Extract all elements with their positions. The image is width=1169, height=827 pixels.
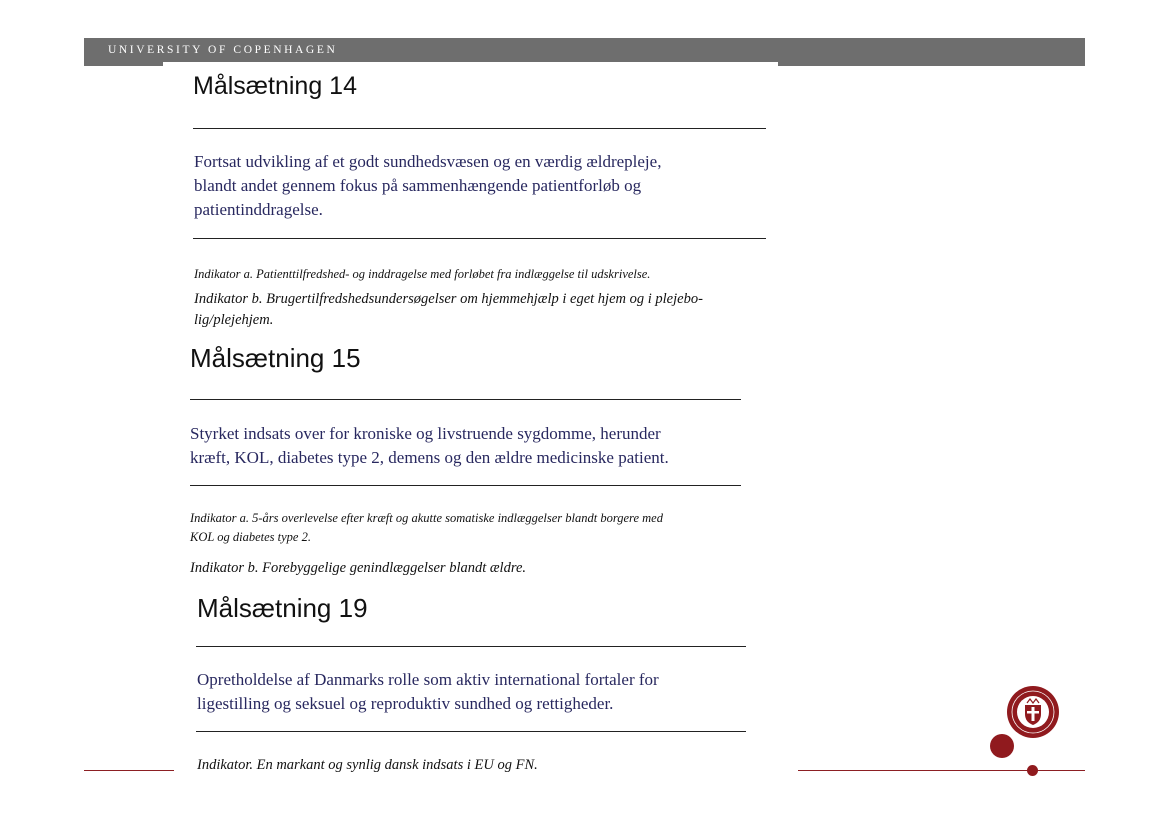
indicator-line: Indikator. En markant og synlig dansk indsats i EU og FN.	[197, 757, 538, 773]
goal-text-line: Opretholdelse af Danmarks rolle som aktiv international fortaler for	[197, 670, 659, 689]
goal-text-line: Fortsat udvikling af et godt sundhedsvæsen og en værdig ældrepleje,	[194, 152, 662, 171]
university-name: UNIVERSITY OF COPENHAGEN	[108, 44, 338, 56]
goal-text-line: ligestilling og seksuel og reproduktiv sundhed og rettigheder.	[197, 694, 614, 713]
footer-line-left	[84, 770, 174, 771]
indicator-line: Indikator a. Patienttilfredshed- og inddragelse med forløbet fra indlæggelse til udskrivelse.	[194, 267, 651, 281]
goal-text-line: kræft, KOL, diabetes type 2, demens og den ældre medicinske patient.	[190, 448, 669, 467]
goal-text-line: patientinddragelse.	[194, 200, 323, 219]
indicator-line: Indikator a. 5-års overlevelse efter kræft og akutte somatiske indlæggelser blandt borgere med	[190, 511, 663, 525]
indicator-line: Indikator b. Forebyggelige genindlæggelser blandt ældre.	[190, 560, 526, 576]
goal-text-line: blandt andet gennem fokus på sammenhængende patientforløb og	[194, 176, 642, 195]
divider	[196, 731, 746, 732]
goal-text-line: Styrket indsats over for kroniske og livstruende sygdomme, herunder	[190, 424, 661, 443]
divider	[196, 646, 746, 647]
goal-title: Målsætning 14	[193, 72, 357, 100]
goal-title: Målsætning 19	[197, 593, 368, 623]
footer-line-right	[798, 770, 1085, 771]
divider	[193, 128, 766, 129]
indicator-line: Indikator b. Brugertilfredshedsundersøgelser om hjemmehjælp i eget hjem og i plejebo-	[194, 291, 703, 307]
university-seal-icon	[1006, 685, 1060, 739]
indicator-line: KOL og diabetes type 2.	[190, 530, 311, 544]
slide-top-strip	[163, 62, 778, 66]
small-dot-icon	[1027, 765, 1038, 776]
divider	[190, 485, 741, 486]
indicator-line: lig/plejehjem.	[194, 312, 274, 328]
goal-title: Målsætning 15	[190, 343, 361, 373]
divider	[193, 238, 766, 239]
divider	[190, 399, 741, 400]
header-bar	[84, 38, 1085, 66]
